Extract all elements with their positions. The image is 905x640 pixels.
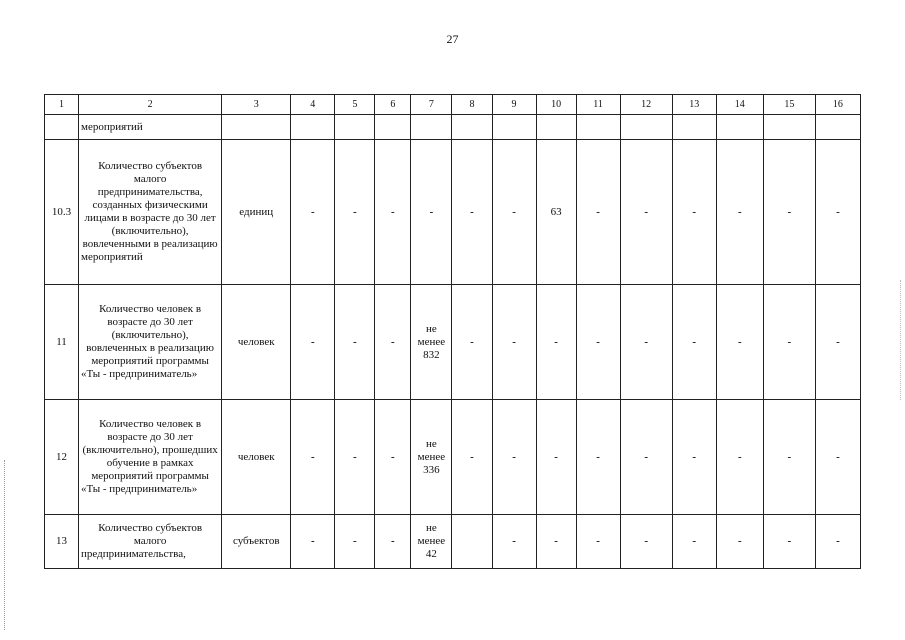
value-cell <box>672 115 716 140</box>
value-cell: - <box>815 285 860 400</box>
table-row <box>45 115 861 140</box>
value-cell <box>716 115 763 140</box>
value-cell <box>763 115 815 140</box>
value-cell <box>620 115 672 140</box>
row-id: 11 <box>45 285 79 400</box>
row-id: 10.3 <box>45 140 79 285</box>
value-cell: - <box>815 140 860 285</box>
value-cell: - <box>375 285 411 400</box>
value-cell: - <box>335 285 375 400</box>
value-cell <box>411 115 452 140</box>
column-number: 14 <box>716 95 763 115</box>
value-cell: - <box>452 400 492 515</box>
unit-cell <box>222 115 291 140</box>
value-cell: - <box>763 400 815 515</box>
value-cell: - <box>536 285 576 400</box>
value-cell: - <box>375 140 411 285</box>
value-cell: 63 <box>536 140 576 285</box>
column-number: 13 <box>672 95 716 115</box>
table-row <box>45 515 861 569</box>
value-cell <box>291 115 335 140</box>
column-number: 15 <box>763 95 815 115</box>
value-cell: - <box>716 140 763 285</box>
value-cell: - <box>375 400 411 515</box>
unit-cell: единиц <box>222 140 291 285</box>
value-cell: - <box>335 140 375 285</box>
value-cell: - <box>291 285 335 400</box>
value-cell: - <box>815 400 860 515</box>
value-cell: - <box>672 140 716 285</box>
value-cell: - <box>291 400 335 515</box>
column-number-row <box>45 95 861 115</box>
value-cell: - <box>576 140 620 285</box>
unit-cell: человек <box>222 285 291 400</box>
value-cell: - <box>492 400 536 515</box>
value-cell: - <box>620 400 672 515</box>
value-cell: - <box>716 515 763 569</box>
value-cell: - <box>335 400 375 515</box>
value-cell: - <box>536 400 576 515</box>
column-number: 16 <box>815 95 860 115</box>
value-cell: - <box>763 140 815 285</box>
indicator-name: Количество субъектов малого предпринимательства, созданных физическими лицами в возрасте до 30 лет (включительно), вовлеченными в реализацию мероприятий <box>79 140 222 285</box>
row-id <box>45 115 79 140</box>
value-cell: не менее 336 <box>411 400 452 515</box>
column-number: 3 <box>222 95 291 115</box>
value-cell: - <box>672 515 716 569</box>
column-number: 10 <box>536 95 576 115</box>
value-cell: - <box>375 515 411 569</box>
value-cell <box>375 115 411 140</box>
value-cell <box>335 115 375 140</box>
value-cell: - <box>763 515 815 569</box>
value-cell: - <box>452 285 492 400</box>
value-cell: - <box>672 285 716 400</box>
value-cell: - <box>576 515 620 569</box>
value-cell: - <box>620 515 672 569</box>
value-cell: не менее 832 <box>411 285 452 400</box>
page-number: 27 <box>446 32 459 46</box>
value-cell: - <box>716 400 763 515</box>
column-number: 1 <box>45 95 79 115</box>
row-id: 12 <box>45 400 79 515</box>
column-number: 4 <box>291 95 335 115</box>
column-number: 8 <box>452 95 492 115</box>
value-cell: - <box>492 140 536 285</box>
value-cell <box>815 115 860 140</box>
indicators-table <box>44 94 861 569</box>
value-cell: - <box>452 140 492 285</box>
row-id: 13 <box>45 515 79 569</box>
value-cell: - <box>291 515 335 569</box>
value-cell <box>492 115 536 140</box>
value-cell: - <box>576 400 620 515</box>
value-cell: - <box>763 285 815 400</box>
unit-cell: человек <box>222 400 291 515</box>
value-cell: - <box>716 285 763 400</box>
value-cell: - <box>492 515 536 569</box>
column-number: 6 <box>375 95 411 115</box>
column-number: 7 <box>411 95 452 115</box>
value-cell: - <box>492 285 536 400</box>
value-cell <box>452 515 492 569</box>
value-cell: - <box>291 140 335 285</box>
table-row <box>45 140 861 285</box>
value-cell: - <box>536 515 576 569</box>
column-number: 2 <box>79 95 222 115</box>
value-cell: - <box>672 400 716 515</box>
column-number: 5 <box>335 95 375 115</box>
value-cell: не менее 42 <box>411 515 452 569</box>
scan-edge-mark <box>4 460 6 630</box>
value-cell: - <box>335 515 375 569</box>
unit-cell: субъектов <box>222 515 291 569</box>
indicator-name: мероприятий <box>79 115 222 140</box>
value-cell: - <box>411 140 452 285</box>
column-number: 12 <box>620 95 672 115</box>
value-cell <box>452 115 492 140</box>
column-number: 11 <box>576 95 620 115</box>
indicator-name: Количество субъектов малого предпринимательства, <box>79 515 222 569</box>
column-number: 9 <box>492 95 536 115</box>
value-cell <box>576 115 620 140</box>
value-cell: - <box>620 285 672 400</box>
indicator-name: Количество человек в возрасте до 30 лет (включительно), вовлеченных в реализацию мероприятий программы «Ты - предприниматель» <box>79 285 222 400</box>
scan-edge-mark <box>900 280 902 400</box>
value-cell: - <box>815 515 860 569</box>
indicator-name: Количество человек в возрасте до 30 лет (включительно), прошедших обучение в рамках мероприятий программы «Ты - предприниматель» <box>79 400 222 515</box>
table-row <box>45 285 861 400</box>
value-cell: - <box>576 285 620 400</box>
value-cell <box>536 115 576 140</box>
value-cell: - <box>620 140 672 285</box>
table-row <box>45 400 861 515</box>
